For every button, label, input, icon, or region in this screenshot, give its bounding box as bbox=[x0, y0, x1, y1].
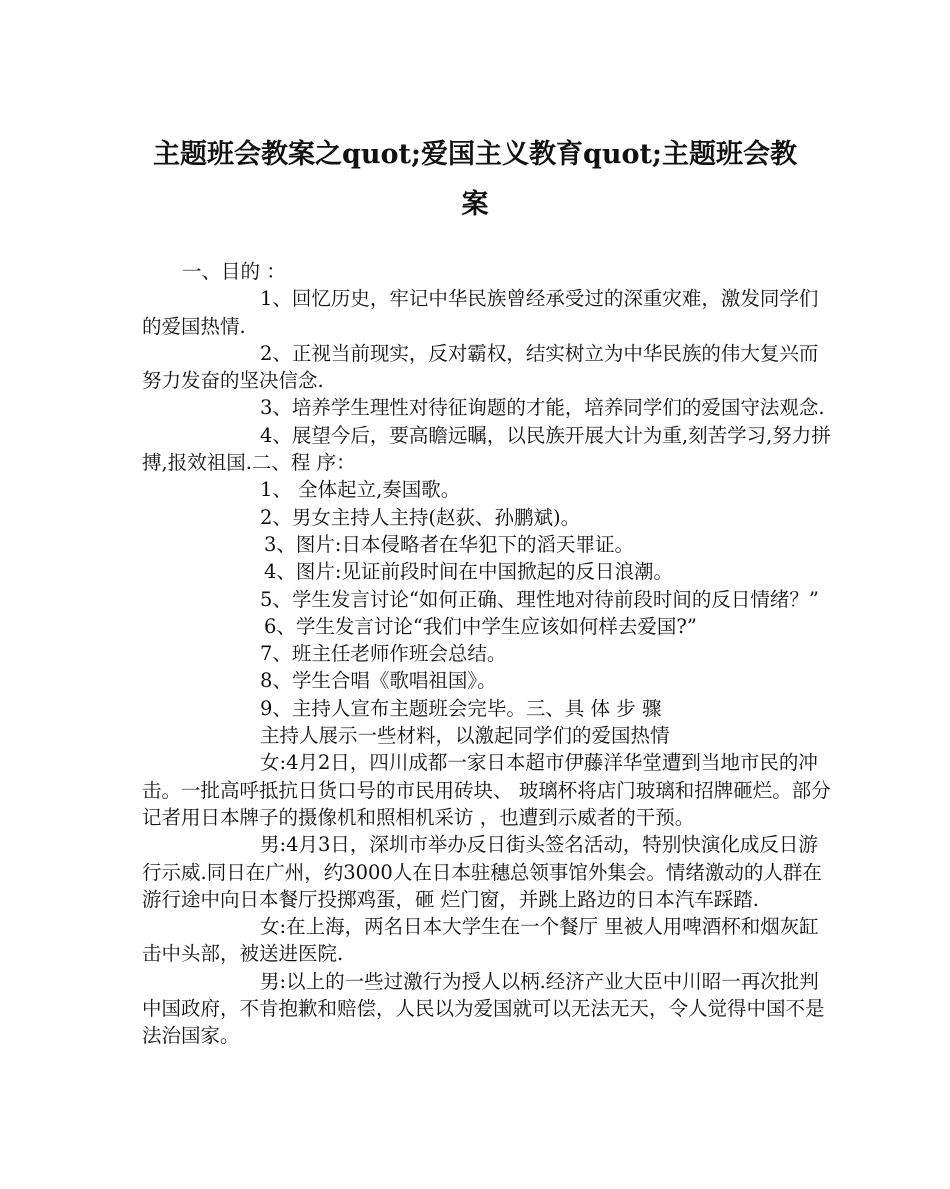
paragraph: 3、培养学生理性对待征询题的才能，培养同学们的爱国守法观念. bbox=[260, 396, 825, 420]
document-title: 主题班会教案之quot;爱国主义教育quot;主题班会教案 bbox=[153, 139, 797, 220]
paragraph: 2、男女主持人主持(赵荻、孙鹏斌)。 bbox=[260, 505, 581, 529]
document-body bbox=[142, 258, 832, 1050]
paragraph: 7、班主任老师作班会总结。 bbox=[260, 642, 507, 666]
paragraph: 女:4月2日，四川成都一家日本超市伊藤洋华堂遭到当地市民的冲击。一批高呼抵抗日货口号的市民用砖块、 玻璃杯将店门玻璃和招牌砸烂。部分记者用日本牌子的摄像机和照相机采访 ，也遭到示威者的干预。 bbox=[142, 751, 831, 829]
paragraph: 2、正视当前现实，反对霸权，结实树立为中华民族的伟大复兴而努力发奋的坚决信念. bbox=[142, 341, 819, 393]
paragraph: 男:4月3日，深圳市举办反日街头签名活动，特别快演化成反日游行示威.同日在广州，约3000人在日本驻穗总领事馆外集会。情绪激动的人群在游行途中向日本餐厅投掷鸡蛋，砸 烂门窗，并跳上路边的日本汽车踩踏. bbox=[142, 833, 822, 911]
paragraph: 一、目的 ： bbox=[182, 260, 286, 283]
paragraph: 4、图片:见证前段时间在中国掀起的反日浪潮。 bbox=[264, 560, 673, 584]
paragraph: 8、学生合唱《歌唱祖国》。 bbox=[260, 669, 497, 693]
paragraph: 5、学生发言讨论“如何正确、理性地对待前段时间的反日情绪？” bbox=[260, 587, 819, 611]
paragraph: 9、主持人宣布主题班会完毕。三、具 体 步 骤 bbox=[260, 696, 662, 720]
paragraph: 4、展望今后，要高瞻远瞩，以民族开展大计为重,刻苦学习,努力拼搏,报效祖国.二、程 序： bbox=[142, 423, 831, 475]
paragraph: 6、学生发言讨论“我们中学生应该如何样去爱国?” bbox=[264, 614, 697, 638]
paragraph: 1、 全体起立,奏国歌。 bbox=[260, 478, 461, 502]
paragraph: 3、图片:日本侵略者在华犯下的滔天罪证。 bbox=[264, 532, 634, 556]
paragraph: 1、回忆历史，牢记中华民族曾经承受过的深重灾难，激发同学们的爱国热情. bbox=[142, 287, 819, 338]
paragraph: 女:在上海，两名日本大学生在一个餐厅 里被人用啤酒杯和烟灰缸击中头部，被送进医院. bbox=[142, 915, 819, 966]
paragraph: 主持人展示一些材料，以激起同学们的爱国热情 bbox=[260, 724, 670, 748]
paragraph: 男:以上的一些过激行为授人以柄.经济产业大臣中川昭一再次批判中国政府，不肯抱歉和赔偿，人民以为爱国就可以无法无天，令人觉得中国不是法治国家。 bbox=[142, 969, 825, 1048]
